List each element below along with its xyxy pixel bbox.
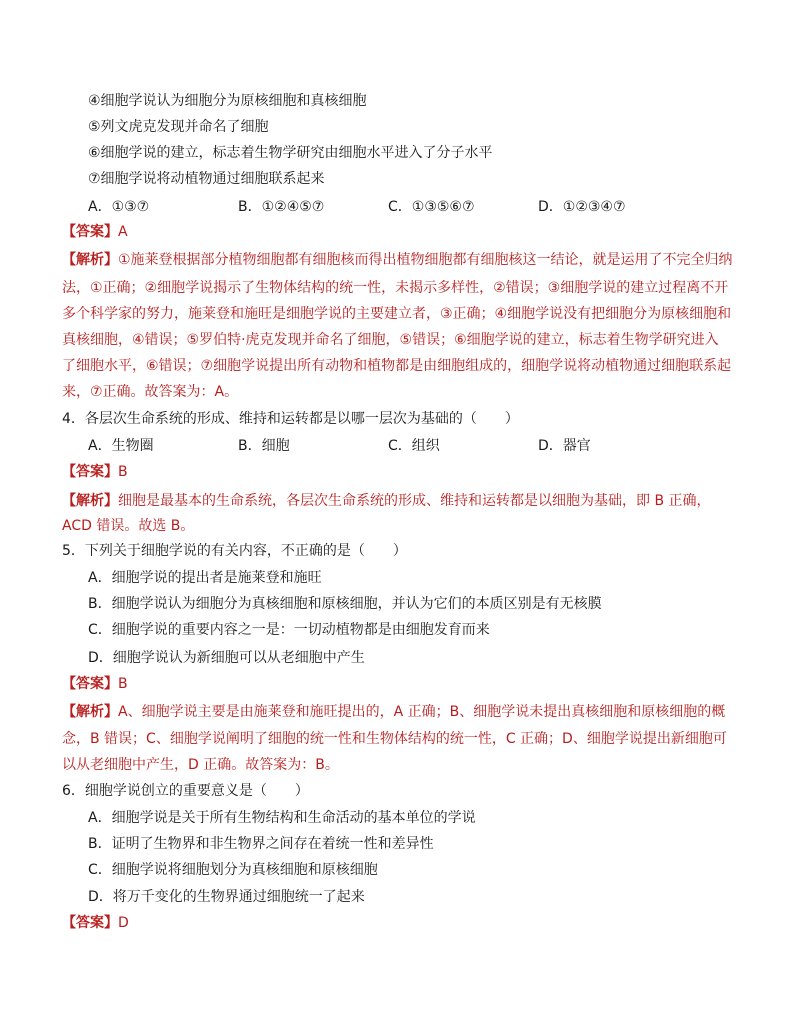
- q3-option-c: C．①③⑤⑥⑦: [388, 199, 475, 215]
- q5-answer: [62, 674, 128, 694]
- q4-option-d: D．器官: [538, 438, 591, 454]
- answer-label: 【答案】: [62, 464, 118, 480]
- q6-option-b: B．证明了生物界和非生物界之间存在着统一性和差异性: [88, 836, 434, 852]
- q4-analysis-line-2: ACD 错误。故选 B。: [62, 518, 195, 534]
- q6-stem: 6．细胞学说创立的重要意义是（ ）: [62, 783, 309, 799]
- q4-stem: 4．各层次生命系统的形成、维持和运转都是以哪一层次为基础的（ ）: [62, 411, 519, 427]
- q3-analysis-line-3: 多个科学家的努力，施莱登和施旺是细胞学说的主要建立者，③正确；④细胞学说没有把细胞分为原核细胞和: [62, 306, 732, 322]
- analysis-label: 【解析】: [62, 252, 118, 268]
- q3-analysis-line-4: 真核细胞，④错误；⑤罗伯特·虎克发现并命名了细胞，⑤错误；⑥细胞学说的建立，标志着生物学研究进入: [62, 332, 719, 348]
- analysis-label: 【解析】: [62, 704, 118, 720]
- q5-option-a: A．细胞学说的提出者是施莱登和施旺: [88, 570, 322, 586]
- q3-statement-7: ⑦细胞学说将动植物通过细胞联系起来: [88, 171, 325, 187]
- q4-option-a: A．生物圈: [88, 438, 154, 454]
- q3-statement-6: ⑥细胞学说的建立，标志着生物学研究由细胞水平进入了分子水平: [88, 145, 493, 161]
- answer-label: 【答案】: [62, 224, 118, 240]
- q5-option-b: B．细胞学说认为细胞分为真核细胞和原核细胞，并认为它们的本质区别是有无核膜: [88, 596, 602, 612]
- answer-label: 【答案】: [62, 915, 118, 931]
- answer-value: B: [118, 464, 128, 480]
- q6-option-d: D．将万千变化的生物界通过细胞统一了起来: [88, 889, 365, 905]
- q4-option-c: C．组织: [388, 438, 440, 454]
- q3-analysis-line-6: 来，⑦正确。故答案为：A。: [62, 384, 239, 400]
- q3-analysis-line-2: 法，①正确；②细胞学说揭示了生物体结构的统一性，未揭示多样性，②错误；③细胞学说的建立过程离不开: [62, 280, 729, 296]
- q3-option-a: A．①③⑦: [88, 199, 150, 215]
- q5-option-d: D．细胞学说认为新细胞可以从老细胞中产生: [88, 650, 365, 666]
- q4-analysis-line-1: 【解析】细胞是最基本的生命系统，各层次生命系统的形成、维持和运转都是以细胞为基础，即 B 正确，: [62, 493, 711, 509]
- q3-analysis-line-1: 【解析】①施莱登根据部分植物细胞都有细胞核而得出植物细胞都有细胞核这一结论，就是运用了不完全归纳: [62, 252, 733, 268]
- q4-option-b: B．细胞: [238, 438, 290, 454]
- q5-analysis-line-3: 以从老细胞中产生，D 正确。故答案为：B。: [62, 757, 339, 773]
- answer-value: A: [118, 224, 128, 240]
- q5-option-c: C．细胞学说的重要内容之一是：一切动植物都是由细胞发育而来: [88, 622, 490, 638]
- q5-analysis-line-2: 念，B 错误；C、细胞学说阐明了细胞的统一性和生物体结构的统一性，C 正确；D、细胞学说提出新细胞可: [62, 731, 727, 747]
- q3-analysis-line-5: 了细胞水平，⑥错误；⑦细胞学说提出所有动物和植物都是由细胞组成的，细胞学说将动植物通过细胞联系起: [62, 358, 732, 374]
- q3-statement-5: ⑤列文虎克发现并命名了细胞: [88, 119, 269, 135]
- answer-value: D: [118, 915, 129, 931]
- q5-analysis-line-1: 【解析】A、细胞学说主要是由施莱登和施旺提出的，A 正确；B、细胞学说未提出真核细胞和原核细胞的概: [62, 704, 726, 720]
- q3-option-d: D．①②③④⑦: [538, 199, 626, 215]
- q3-answer: [62, 222, 128, 242]
- q6-option-c: C．细胞学说将细胞划分为真核细胞和原核细胞: [88, 862, 378, 878]
- q3-option-b: B．①②④⑤⑦: [238, 199, 325, 215]
- q6-answer: [62, 913, 129, 933]
- q5-stem: 5．下列关于细胞学说的有关内容，不正确的是（ ）: [62, 543, 407, 559]
- analysis-label: 【解析】: [62, 493, 118, 509]
- answer-value: B: [118, 676, 128, 692]
- q4-answer: [62, 462, 128, 482]
- q3-statement-4: ④细胞学说认为细胞分为原核细胞和真核细胞: [88, 93, 367, 109]
- q6-option-a: A．细胞学说是关于所有生物结构和生命活动的基本单位的学说: [88, 810, 476, 826]
- answer-label: 【答案】: [62, 676, 118, 692]
